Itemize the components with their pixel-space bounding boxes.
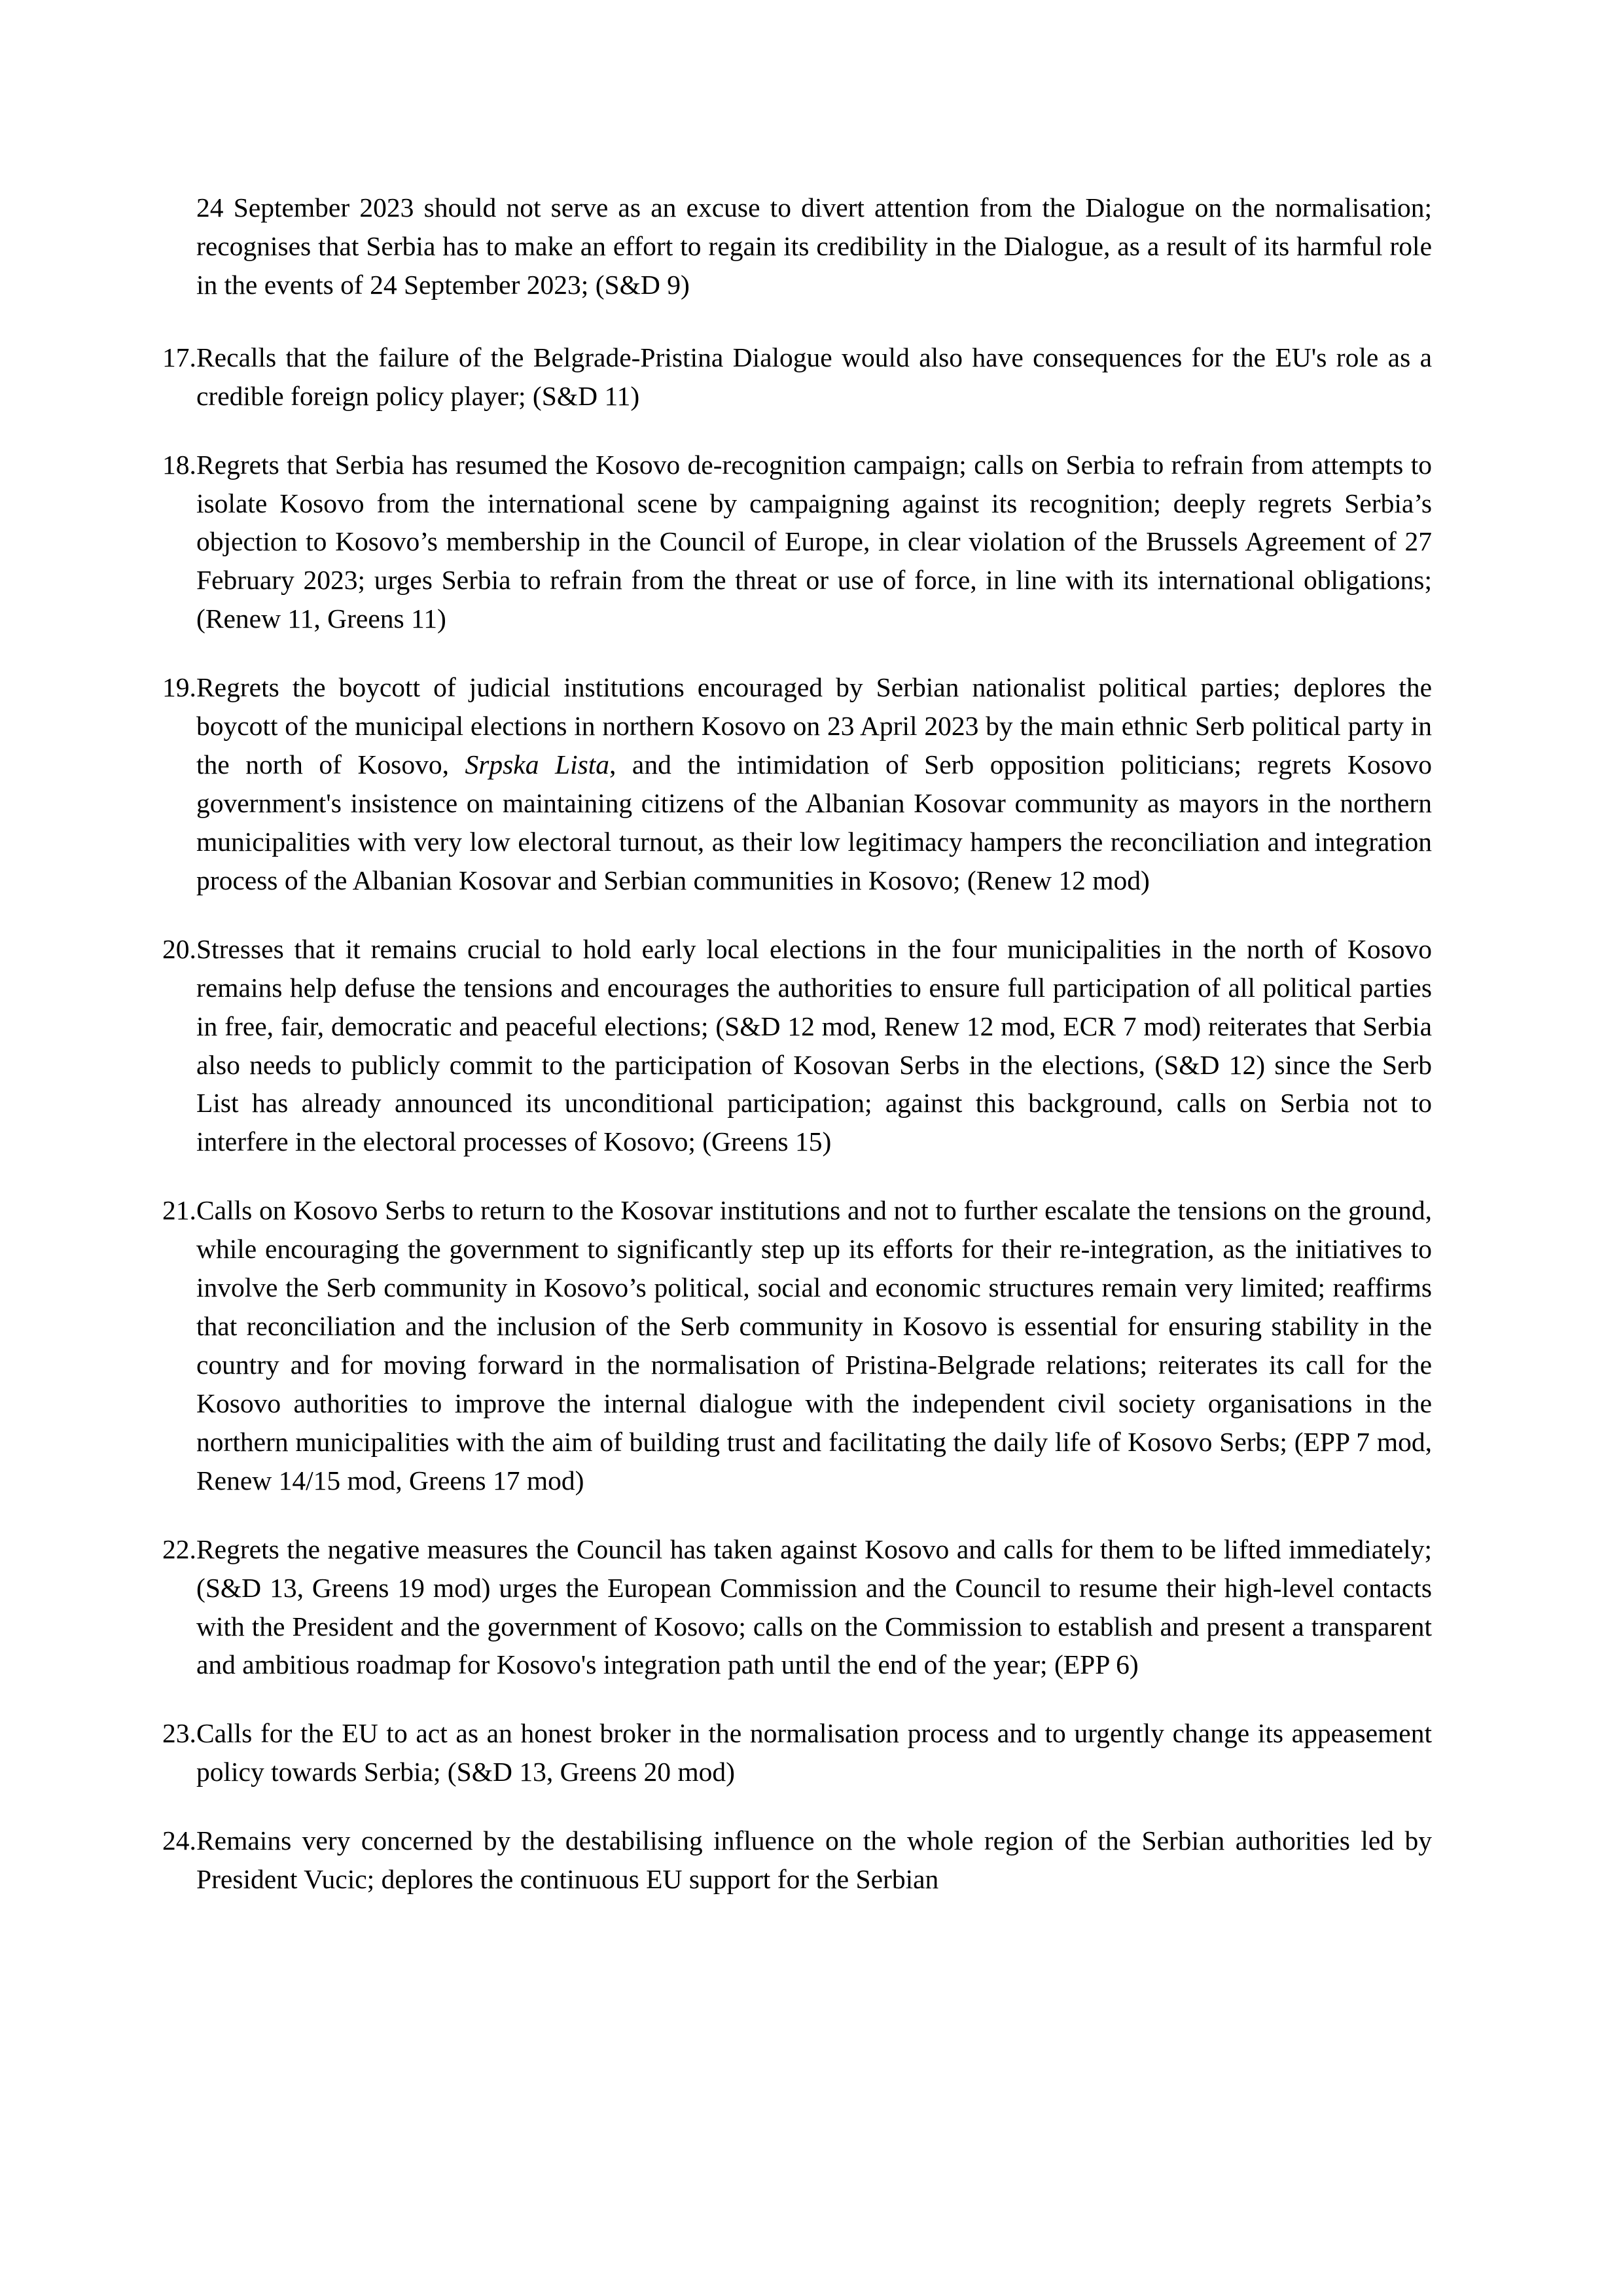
paragraph-number: 22. xyxy=(162,1534,196,1564)
paragraph-number: 20. xyxy=(162,933,196,964)
paragraph-text xyxy=(196,668,1432,900)
paragraph-text: Regrets the negative measures the Council has taken against Kosovo and calls for them to be lifted immediately; (S&D 13, Greens 19 mod) urges the European Commission and the Council to resume their high-level contacts with the President and the government of Kosovo; calls on the Commission to establish and present a transparent and ambitious roadmap for Kosovo's integration path until the end of the year; (EPP 6) xyxy=(196,1534,1432,1680)
paragraph-text: Calls for the EU to act as an honest broker in the normalisation process and to urgently change its appeasement policy towards Serbia; (S&D 13, Greens 20 mod) xyxy=(196,1718,1432,1787)
text-run: , and the intimidation of Serb opposition politicians; regrets Kosovo government's insistence on maintaining citizens of the Albanian Kosovar community as mayors in the northern municipalities with very low electoral turnout, as their low legitimacy hampers the reconciliation and integration process of the Albanian Kosovar and Serbian communities in Kosovo; (Renew 12 mod) xyxy=(196,749,1432,895)
paragraph-number: 24. xyxy=(162,1825,196,1856)
paragraph xyxy=(162,338,1432,416)
paragraph xyxy=(162,930,1432,1162)
text-run: Regrets the boycott of judicial institutions encouraged by Serbian nationalist political parties; deplores the boycott of the municipal elections in northern Kosovo on 23 April 2023 by the main ethnic Serb political party in the north of Kosovo, xyxy=(196,672,1432,780)
paragraph-number: 21. xyxy=(162,1195,196,1226)
paragraph-text: Recalls that the failure of the Belgrade-Pristina Dialogue would also have consequences for the EU's role as a credible foreign policy player; (S&D 11) xyxy=(196,342,1432,411)
paragraph xyxy=(162,668,1432,900)
paragraph xyxy=(162,188,1432,304)
paragraph xyxy=(162,1191,1432,1499)
paragraph xyxy=(162,1821,1432,1899)
paragraph-number: 23. xyxy=(162,1718,196,1749)
paragraph-number: 19. xyxy=(162,672,196,703)
italic-term: Srpska Lista xyxy=(465,749,610,780)
paragraph-number: 18. xyxy=(162,449,196,480)
document-body xyxy=(162,188,1432,1899)
paragraph-number: 17. xyxy=(162,342,196,372)
paragraph-text: Regrets that Serbia has resumed the Kosovo de-recognition campaign; calls on Serbia to refrain from attempts to isolate Kosovo from the international scene by campaigning against its recognition; deeply regrets Serbia’s objection to Kosovo’s membership in the Council of Europe, in clear violation of the Brussels Agreement of 27 February 2023; urges Serbia to refrain from the threat or use of force, in line with its international obligations; (Renew 11, Greens 11) xyxy=(196,449,1432,634)
paragraph-text: Stresses that it remains crucial to hold early local elections in the four municipalities in the north of Kosovo remains help defuse the tensions and encourages the authorities to ensure full participation of all political parties in free, fair, democratic and peaceful elections; (S&D 12 mod, Renew 12 mod, ECR 7 mod) reiterates that Serbia also needs to publicly commit to the participation of Kosovan Serbs in the elections, (S&D 12) since the Serb List has already announced its unconditional participation; against this background, calls on Serbia not to interfere in the electoral processes of Kosovo; (Greens 15) xyxy=(196,933,1432,1157)
paragraph-text: 24 September 2023 should not serve as an excuse to divert attention from the Dialogue on the normalisation; recognises that Serbia has to make an effort to regain its credibility in the Dialogue, as a result of its harmful role in the events of 24 September 2023; (S&D 9) xyxy=(196,192,1432,300)
paragraph-text: Remains very concerned by the destabilising influence on the whole region of the Serbian authorities led by President Vucic; deplores the continuous EU support for the Serbian xyxy=(196,1825,1432,1895)
paragraph xyxy=(162,446,1432,639)
paragraph-text: Calls on Kosovo Serbs to return to the Kosovar institutions and not to further escalate the tensions on the ground, while encouraging the government to significantly step up its efforts for their re-integration, as the initiatives to involve the Serb community in Kosovo’s political, social and economic structures remain very limited; reaffirms that reconciliation and the inclusion of the Serb community in Kosovo is essential for ensuring stability in the country and for moving forward in the normalisation of Pristina-Belgrade relations; reiterates its call for the Kosovo authorities to improve the internal dialogue with the independent civil society organisations in the northern municipalities with the aim of building trust and facilitating the daily life of Kosovo Serbs; (EPP 7 mod, Renew 14/15 mod, Greens 17 mod) xyxy=(196,1195,1432,1496)
paragraph xyxy=(162,1530,1432,1685)
paragraph xyxy=(162,1714,1432,1791)
